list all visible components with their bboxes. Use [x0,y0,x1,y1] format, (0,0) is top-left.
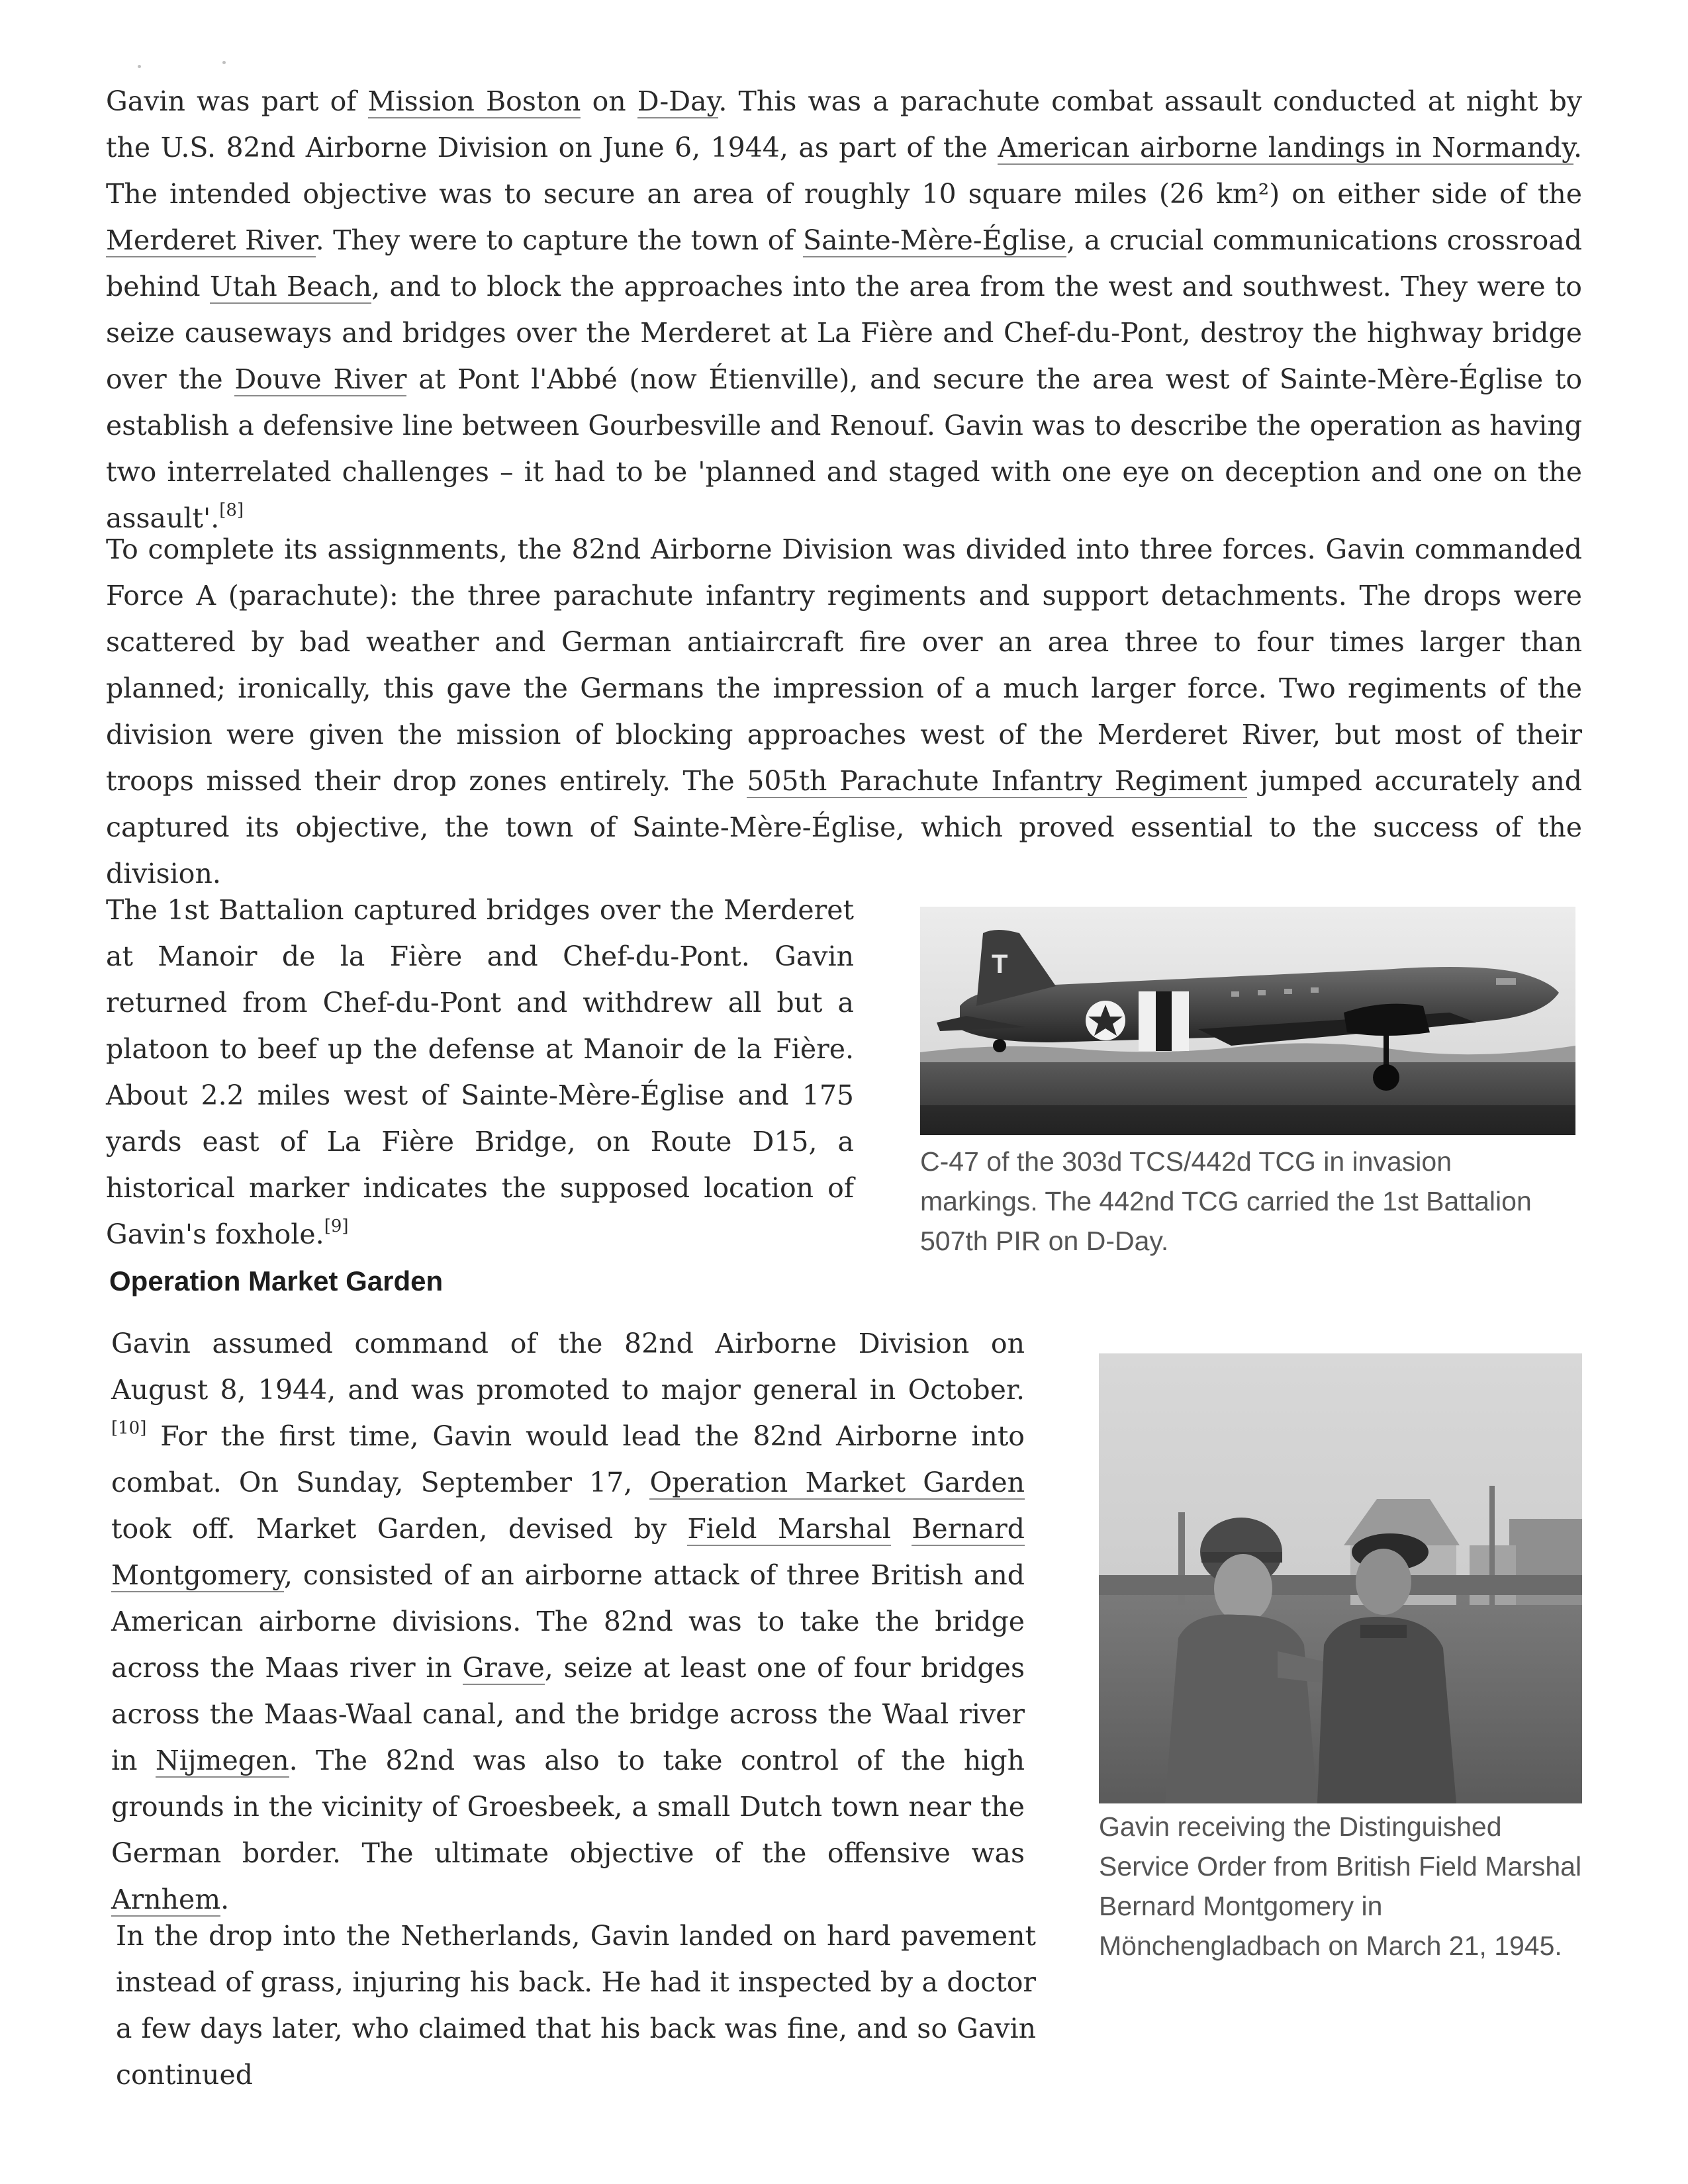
link-sainte-mere-eglise[interactable]: Sainte-Mère-Église [803,224,1067,256]
link-american-airborne-landings[interactable]: American airborne landings in Normandy [998,132,1573,163]
text-run: . This was a parachute combat assault conducted at night by the U.S. 82nd Airborne Division on June 6, 1944, as part of the [106,85,1582,163]
link-douve-river[interactable]: Douve River [234,363,407,395]
text-run: To complete its assignments, the 82nd Airborne Division was divided into three forces. Gavin commanded Force A (parachute): the three parachute infantry regiments and support detachments. The drops were scattered by bad weather and German antiaircraft fire over an area three to four times larger than planned; ironically, this gave the Germans the impression of a much larger force. Two regiments of the division were given the mission of blocking approaches west of the Merderet River, but most of their troops missed their drop zones entirely. The [106,533,1582,797]
text-run: . They were to capture the town of [315,224,804,256]
text-run: Gavin assumed command of the 82nd Airborne Division on August 8, 1944, and was promoted to major general in October. [111,1328,1025,1406]
paragraph-three-forces [106,526,1582,897]
text-run: . The 82nd was also to take control of the high grounds in the vicinity of Groesbeek, a small Dutch town near the German border. The ultimate objective of the offensive was [111,1745,1025,1869]
tail-letter: T [992,950,1008,979]
dso-caption: Gavin receiving the Distinguished Service Order from British Field Marshal Bernard Montgomery in Mönchengladbach on March 21, 1945. [1099,1811,1582,1961]
link-grave[interactable]: Grave [462,1652,545,1684]
text-run: For the first time, Gavin would lead the 82nd Airborne into combat. On Sunday, September 17, [111,1420,1025,1498]
link-bernard-montgomery[interactable]: Bernard Montgomery [111,1513,1025,1591]
text-run: Gavin was part of [106,85,368,117]
text-run: , consisted of an airborne attack of three British and American airborne divisions. The 82nd was to take the bridge across the Maas river in [111,1559,1025,1684]
scan-speck [138,65,141,68]
link-mission-boston[interactable]: Mission Boston [367,85,581,117]
link-505th-pir[interactable]: 505th Parachute Infantry Regiment [747,765,1248,797]
section-heading-operation-market-garden: Operation Market Garden [109,1265,444,1297]
paragraph-netherlands-drop [116,1913,1036,2098]
gavin-montgomery-photo [1099,1353,1582,1803]
text-run: , and to block the approaches into the area from the west and southwest. They were to seize causeways and bridges over the Merderet at La Fière and Chef-du-Pont, destroy the highway bridge over the [106,271,1582,395]
link-field-marshal[interactable]: Field Marshal [687,1513,891,1545]
c47-aircraft-photo [920,907,1575,1135]
paragraph-1st-battalion [106,887,854,1257]
text-run: . [220,1884,230,1915]
link-d-day[interactable]: D-Day [637,85,719,117]
text-run: The 1st Battalion captured bridges over the Merderet at Manoir de la Fière and Chef-du-Pont. Gavin returned from Chef-du-Pont and withdrew all but a platoon to beef up the defense at Manoir de la Fière. About 2.2 miles west of Sainte-Mère-Église and 175 yards east of La Fière Bridge, on Route D15, a historical marker indicates the supposed location of Gavin's foxhole. [106,894,854,1250]
link-nijmegen[interactable]: Nijmegen [155,1745,289,1776]
link-utah-beach[interactable]: Utah Beach [209,271,372,302]
c47-photo-art [920,907,1575,1135]
link-arnhem[interactable]: Arnhem [111,1884,221,1915]
reference-8[interactable]: [8] [219,500,244,520]
text-run: , seize at least one of four bridges across the Maas-Waal canal, and the bridge across the Waal river in [111,1652,1025,1776]
text-run: jumped accurately and captured its objective, the town of Sainte-Mère-Église, which proved essential to the success of the division. [106,765,1583,889]
link-merderet-river[interactable]: Merderet River [106,224,316,256]
text-run [891,1513,912,1545]
text-run: , a crucial communications crossroad behind [106,224,1582,302]
text-run: In the drop into the Netherlands, Gavin landed on hard pavement instead of grass, injuring his back. He had it inspected by a doctor a few days later, who claimed that his back was fine, and so Gavin continued [116,1920,1036,2091]
text-run: took off. Market Garden, devised by [111,1513,688,1545]
paragraph-mission-boston [106,78,1582,541]
scan-speck [222,61,226,64]
text-run: . The intended objective was to secure an area of roughly 10 square miles (26 km²) on either side of the [106,132,1582,210]
dso-photo-art [1099,1353,1582,1803]
reference-10[interactable]: [10] [111,1418,147,1438]
c47-caption: C-47 of the 303d TCS/442d TCG in invasion markings. The 442nd TCG carried the 1st Battalion 507th PIR on D-Day. [920,1146,1532,1256]
paragraph-market-garden [111,1320,1025,1923]
reference-9[interactable]: [9] [324,1216,349,1236]
text-run: at Pont l'Abbé (now Étienville), and secure the area west of Sainte-Mère-Église to establish a defensive line between Gourbesville and Renouf. Gavin was to describe the operation as having two interrelated challenges – it had to be 'planned and staged with one eye on deception and one on the assault'. [106,363,1583,534]
link-operation-market-garden[interactable]: Operation Market Garden [649,1467,1025,1498]
text-run: on [581,85,637,117]
